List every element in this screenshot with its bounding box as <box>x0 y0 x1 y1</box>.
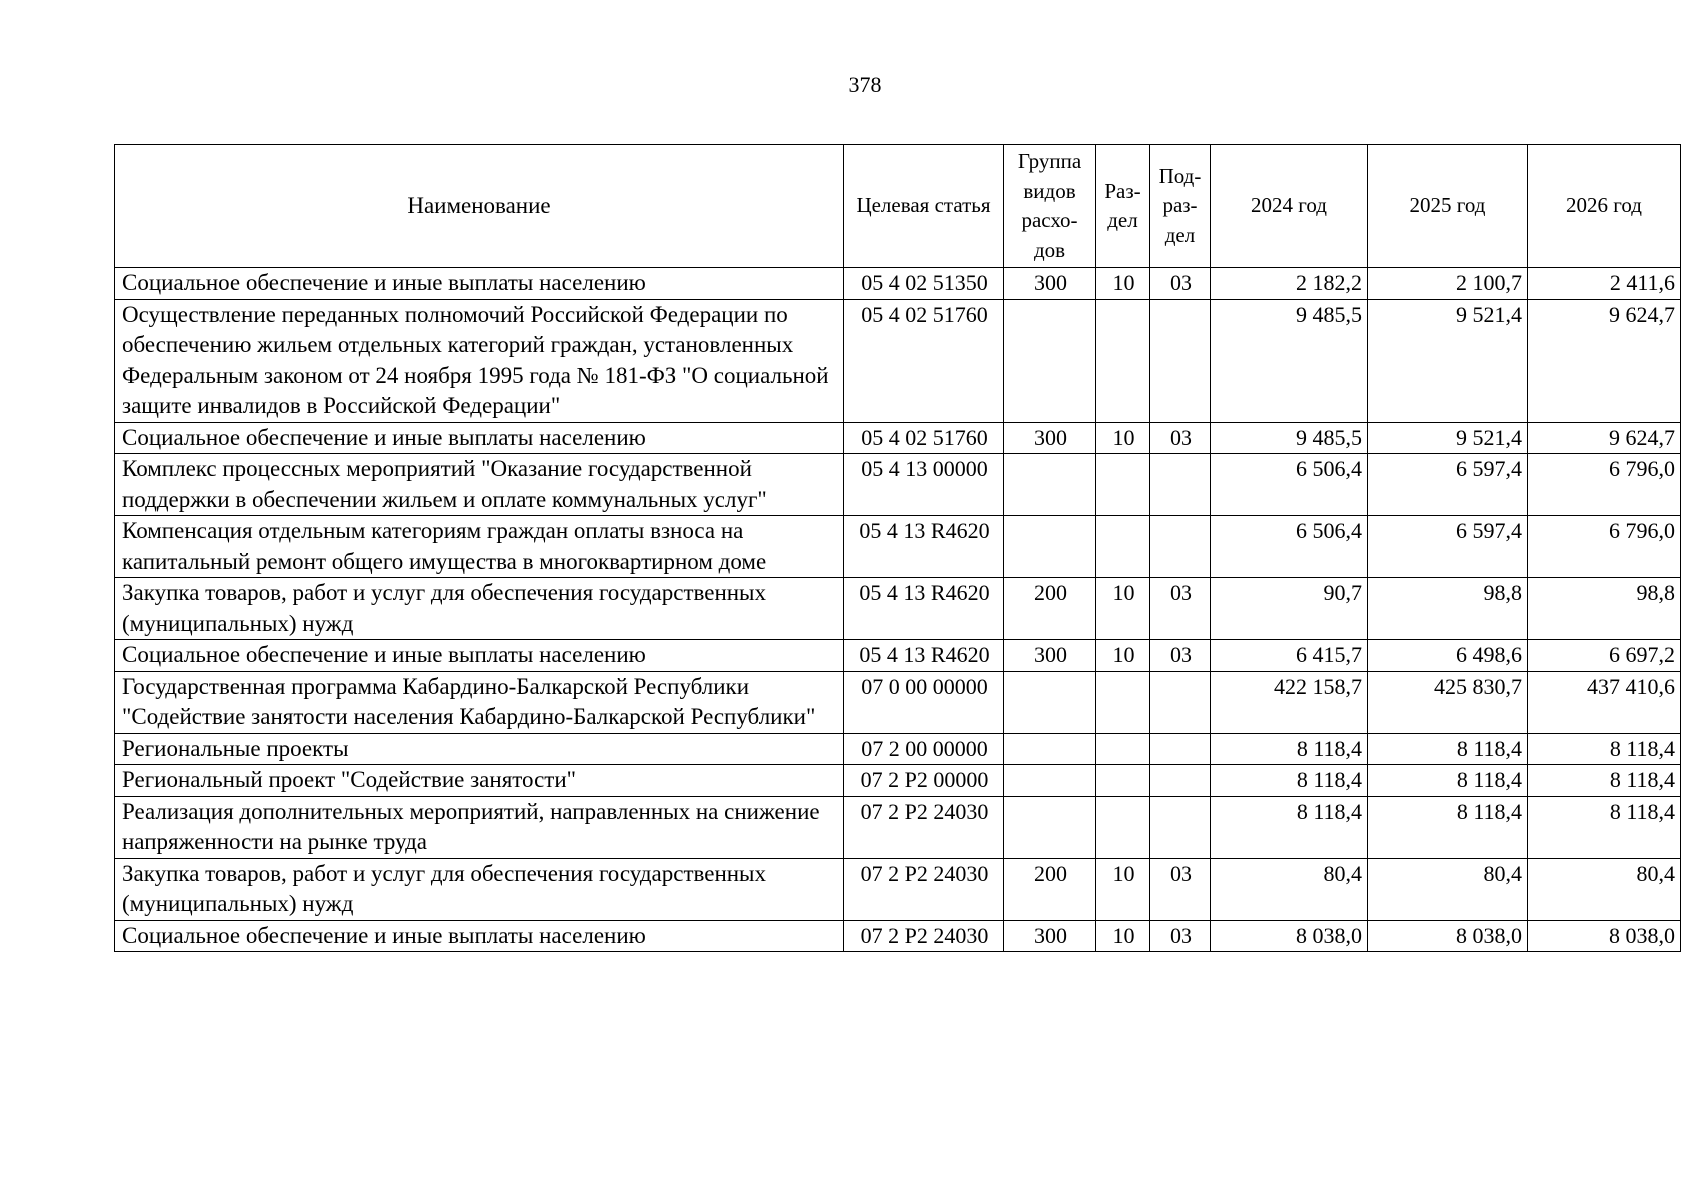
cell-section <box>1096 299 1150 422</box>
cell-2025: 8 118,4 <box>1368 765 1528 797</box>
table-body <box>115 268 1681 952</box>
cell-2024: 8 118,4 <box>1211 733 1368 765</box>
cell-subsection: 03 <box>1150 858 1211 920</box>
cell-2025: 8 038,0 <box>1368 920 1528 952</box>
cell-section: 10 <box>1096 268 1150 300</box>
header-section: Раз-дел <box>1096 145 1150 268</box>
cell-2025: 2 100,7 <box>1368 268 1528 300</box>
header-subsection: Под-раз-дел <box>1150 145 1211 268</box>
cell-expense-group <box>1004 671 1096 733</box>
cell-subsection: 03 <box>1150 422 1211 454</box>
cell-2025: 6 597,4 <box>1368 454 1528 516</box>
cell-2025: 9 521,4 <box>1368 422 1528 454</box>
cell-subsection <box>1150 671 1211 733</box>
cell-expense-group <box>1004 733 1096 765</box>
cell-2025: 425 830,7 <box>1368 671 1528 733</box>
table-row <box>115 858 1681 920</box>
table-row <box>115 920 1681 952</box>
cell-name: Реализация дополнительных мероприятий, направленных на снижение напряженности на рынке труда <box>115 796 844 858</box>
cell-2024: 6 415,7 <box>1211 640 1368 672</box>
cell-name: Социальное обеспечение и иные выплаты населению <box>115 268 844 300</box>
cell-name: Региональные проекты <box>115 733 844 765</box>
cell-2025: 8 118,4 <box>1368 796 1528 858</box>
header-target-article: Целевая статья <box>844 145 1004 268</box>
cell-2026: 9 624,7 <box>1528 299 1681 422</box>
cell-section: 10 <box>1096 920 1150 952</box>
cell-2025: 6 597,4 <box>1368 516 1528 578</box>
cell-2026: 437 410,6 <box>1528 671 1681 733</box>
cell-subsection: 03 <box>1150 640 1211 672</box>
cell-name: Социальное обеспечение и иные выплаты населению <box>115 640 844 672</box>
cell-expense-group: 200 <box>1004 858 1096 920</box>
cell-2026: 8 118,4 <box>1528 796 1681 858</box>
cell-2026: 80,4 <box>1528 858 1681 920</box>
cell-name: Региональный проект "Содействие занятости" <box>115 765 844 797</box>
cell-target-article: 07 2 P2 24030 <box>844 920 1004 952</box>
cell-subsection <box>1150 765 1211 797</box>
cell-2026: 8 118,4 <box>1528 765 1681 797</box>
cell-expense-group <box>1004 516 1096 578</box>
cell-expense-group <box>1004 454 1096 516</box>
cell-subsection <box>1150 796 1211 858</box>
header-year-2025: 2025 год <box>1368 145 1528 268</box>
cell-target-article: 05 4 02 51350 <box>844 268 1004 300</box>
cell-2026: 6 697,2 <box>1528 640 1681 672</box>
cell-2024: 9 485,5 <box>1211 299 1368 422</box>
cell-expense-group <box>1004 765 1096 797</box>
cell-expense-group: 200 <box>1004 578 1096 640</box>
cell-2024: 8 118,4 <box>1211 796 1368 858</box>
table-row <box>115 640 1681 672</box>
cell-subsection: 03 <box>1150 920 1211 952</box>
cell-2024: 80,4 <box>1211 858 1368 920</box>
cell-2025: 98,8 <box>1368 578 1528 640</box>
cell-target-article: 07 0 00 00000 <box>844 671 1004 733</box>
cell-section <box>1096 516 1150 578</box>
cell-section <box>1096 733 1150 765</box>
cell-section: 10 <box>1096 578 1150 640</box>
cell-2026: 2 411,6 <box>1528 268 1681 300</box>
table-row <box>115 671 1681 733</box>
cell-section: 10 <box>1096 858 1150 920</box>
cell-section <box>1096 454 1150 516</box>
cell-subsection <box>1150 733 1211 765</box>
cell-2024: 6 506,4 <box>1211 454 1368 516</box>
cell-name: Социальное обеспечение и иные выплаты населению <box>115 422 844 454</box>
cell-target-article: 05 4 13 00000 <box>844 454 1004 516</box>
cell-2025: 6 498,6 <box>1368 640 1528 672</box>
table-row <box>115 733 1681 765</box>
cell-name: Осуществление переданных полномочий Российской Федерации по обеспечению жильем отдельных категорий граждан, установленных Федеральным законом от 24 ноября 1995 года № 181-ФЗ "О социальной защите инвалидов в Российской Федерации" <box>115 299 844 422</box>
cell-target-article: 05 4 02 51760 <box>844 422 1004 454</box>
cell-name: Комплекс процессных мероприятий "Оказание государственной поддержки в обеспечении жильем и оплате коммунальных услуг" <box>115 454 844 516</box>
cell-2024: 8 038,0 <box>1211 920 1368 952</box>
page-number: 378 <box>848 72 882 97</box>
cell-2024: 8 118,4 <box>1211 765 1368 797</box>
table-row <box>115 796 1681 858</box>
budget-table <box>114 144 1681 952</box>
cell-name: Государственная программа Кабардино-Балкарской Республики "Содействие занятости населения Кабардино-Балкарской Республики" <box>115 671 844 733</box>
cell-2024: 90,7 <box>1211 578 1368 640</box>
cell-expense-group <box>1004 796 1096 858</box>
cell-target-article: 05 4 13 R4620 <box>844 516 1004 578</box>
header-year-2024: 2024 год <box>1211 145 1368 268</box>
cell-2024: 6 506,4 <box>1211 516 1368 578</box>
cell-2026: 98,8 <box>1528 578 1681 640</box>
header-year-2026: 2026 год <box>1528 145 1681 268</box>
table-row <box>115 454 1681 516</box>
cell-expense-group: 300 <box>1004 640 1096 672</box>
table-row <box>115 578 1681 640</box>
cell-2024: 2 182,2 <box>1211 268 1368 300</box>
cell-2024: 9 485,5 <box>1211 422 1368 454</box>
cell-subsection: 03 <box>1150 578 1211 640</box>
table-row <box>115 422 1681 454</box>
cell-name: Компенсация отдельным категориям граждан оплаты взноса на капитальный ремонт общего имущества в многоквартирном доме <box>115 516 844 578</box>
cell-section: 10 <box>1096 422 1150 454</box>
cell-target-article: 07 2 P2 24030 <box>844 796 1004 858</box>
cell-target-article: 07 2 00 00000 <box>844 733 1004 765</box>
cell-section <box>1096 671 1150 733</box>
cell-2024: 422 158,7 <box>1211 671 1368 733</box>
cell-2026: 6 796,0 <box>1528 454 1681 516</box>
cell-2026: 8 038,0 <box>1528 920 1681 952</box>
cell-subsection <box>1150 299 1211 422</box>
cell-section <box>1096 765 1150 797</box>
header-expense-group: Группа видов расхо-дов <box>1004 145 1096 268</box>
cell-2026: 9 624,7 <box>1528 422 1681 454</box>
cell-target-article: 05 4 02 51760 <box>844 299 1004 422</box>
cell-target-article: 07 2 P2 00000 <box>844 765 1004 797</box>
cell-2026: 8 118,4 <box>1528 733 1681 765</box>
cell-2025: 8 118,4 <box>1368 733 1528 765</box>
cell-2026: 6 796,0 <box>1528 516 1681 578</box>
table-row <box>115 516 1681 578</box>
cell-subsection: 03 <box>1150 268 1211 300</box>
cell-name: Закупка товаров, работ и услуг для обеспечения государственных (муниципальных) нужд <box>115 858 844 920</box>
cell-2025: 80,4 <box>1368 858 1528 920</box>
cell-subsection <box>1150 516 1211 578</box>
table-row <box>115 765 1681 797</box>
cell-name: Закупка товаров, работ и услуг для обеспечения государственных (муниципальных) нужд <box>115 578 844 640</box>
header-name: Наименование <box>115 145 844 268</box>
table-row <box>115 268 1681 300</box>
cell-expense-group: 300 <box>1004 268 1096 300</box>
cell-expense-group <box>1004 299 1096 422</box>
cell-expense-group: 300 <box>1004 422 1096 454</box>
cell-name: Социальное обеспечение и иные выплаты населению <box>115 920 844 952</box>
cell-expense-group: 300 <box>1004 920 1096 952</box>
table-row <box>115 299 1681 422</box>
table-header <box>115 145 1681 268</box>
cell-target-article: 07 2 P2 24030 <box>844 858 1004 920</box>
cell-section <box>1096 796 1150 858</box>
cell-target-article: 05 4 13 R4620 <box>844 578 1004 640</box>
cell-2025: 9 521,4 <box>1368 299 1528 422</box>
cell-section: 10 <box>1096 640 1150 672</box>
cell-target-article: 05 4 13 R4620 <box>844 640 1004 672</box>
cell-subsection <box>1150 454 1211 516</box>
